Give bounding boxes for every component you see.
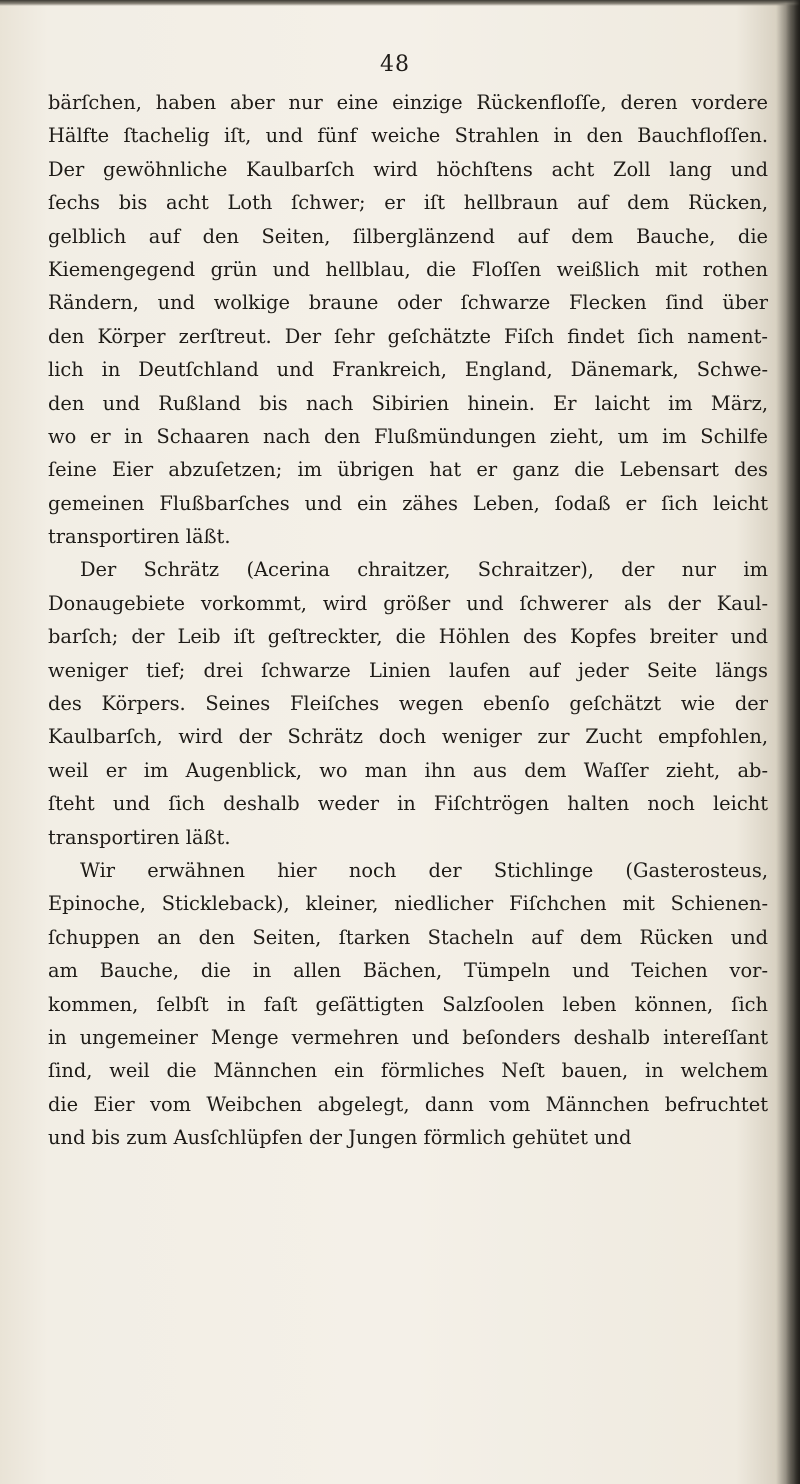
page-gutter-shadow <box>786 0 800 1484</box>
text-line: Rändern, und wolkige braune oder ſchwarze Flecken ſind über <box>48 291 768 315</box>
text-line: transportiren läßt. <box>48 825 231 849</box>
text-line: Epinoche, Stickleback), kleiner, niedlicher Fiſchchen mit Schienen- <box>48 892 768 916</box>
text-line: kommen, ſelbſt in faſt geſättigten Salzſoolen leben können, ſich <box>48 992 768 1016</box>
paragraph <box>48 553 768 854</box>
text-line: Kiemengegend grün und hellblau, die Floſſen weißlich mit rothen <box>48 257 768 281</box>
text-line: wo er in Schaaren nach den Flußmündungen zieht, um im Schilfe <box>48 424 768 448</box>
text-line: ſteht und ſich deshalb weder in Fiſchtrögen halten noch leicht <box>48 792 768 816</box>
text-line: bärſchen, haben aber nur eine einzige Rückenfloſſe, deren vordere <box>48 91 768 114</box>
paragraph <box>48 854 768 1155</box>
text-line: in ungemeiner Menge vermehren und beſonders deshalb intereſſant <box>48 1025 768 1049</box>
text-line: den und Rußland bis nach Sibirien hinein. Er laicht im März, <box>48 391 768 415</box>
text-line: ſchuppen an den Seiten, ſtarken Stacheln auf dem Rücken und <box>48 925 768 949</box>
text-line: transportiren läßt. <box>48 525 231 549</box>
text-line: weniger tief; drei ſchwarze Linien laufen auf jeder Seite längs <box>48 658 768 682</box>
text-line: des Körpers. Seines Fleiſches wegen ebenſo geſchätzt wie der <box>48 692 768 716</box>
text-line: und bis zum Ausſchlüpfen der Jungen förmlich gehütet und <box>48 1126 632 1150</box>
text-line: den Körper zerſtreut. Der ſehr geſchätzte Fiſch findet ſich nament- <box>48 324 768 348</box>
text-line: die Eier vom Weibchen abgelegt, dann vom Männchen befruchtet <box>48 1092 768 1116</box>
paragraph <box>48 86 768 553</box>
page-top-edge-shadow <box>0 0 800 6</box>
text-line: Kaulbarſch, wird der Schrätz doch weniger zur Zucht empfohlen, <box>48 725 768 749</box>
text-line: lich in Deutſchland und Frankreich, England, Dänemark, Schwe- <box>48 358 768 382</box>
text-line: barſch; der Leib iſt geſtreckter, die Höhlen des Kopfes breiter und <box>48 625 768 649</box>
text-line: gemeinen Flußbarſches und ein zähes Leben, ſodaß er ſich leicht <box>48 491 768 515</box>
text-line: ſeine Eier abzuſetzen; im übrigen hat er ganz die Lebensart des <box>48 458 768 482</box>
text-line: Wir erwähnen hier noch der Stichlinge (Gasterosteus, <box>80 858 768 882</box>
text-line: Der gewöhnliche Kaulbarſch wird höchſtens acht Zoll lang und <box>48 157 768 181</box>
text-line: Der Schrätz (Acerina chraitzer, Schraitzer), der nur im <box>80 558 768 582</box>
text-line: ſind, weil die Männchen ein förmliches Neſt bauen, in welchem <box>48 1059 768 1083</box>
text-line: Hälfte ſtachelig iſt, und fünf weiche Strahlen in den Bauchfloſſen. <box>48 124 768 148</box>
body-text <box>48 86 768 1155</box>
text-line: gelblich auf den Seiten, ſilberglänzend auf dem Bauche, die <box>48 224 768 248</box>
text-line: Donaugebiete vorkommt, wird größer und ſchwerer als der Kaul- <box>48 591 768 615</box>
text-line: am Bauche, die in allen Bächen, Tümpeln und Teichen vor- <box>48 959 768 983</box>
text-line: weil er im Augenblick, wo man ihn aus dem Waſſer zieht, ab- <box>48 758 768 782</box>
text-line: ſechs bis acht Loth ſchwer; er iſt hellbraun auf dem Rücken, <box>48 191 768 215</box>
page-number: 48 <box>380 52 410 77</box>
